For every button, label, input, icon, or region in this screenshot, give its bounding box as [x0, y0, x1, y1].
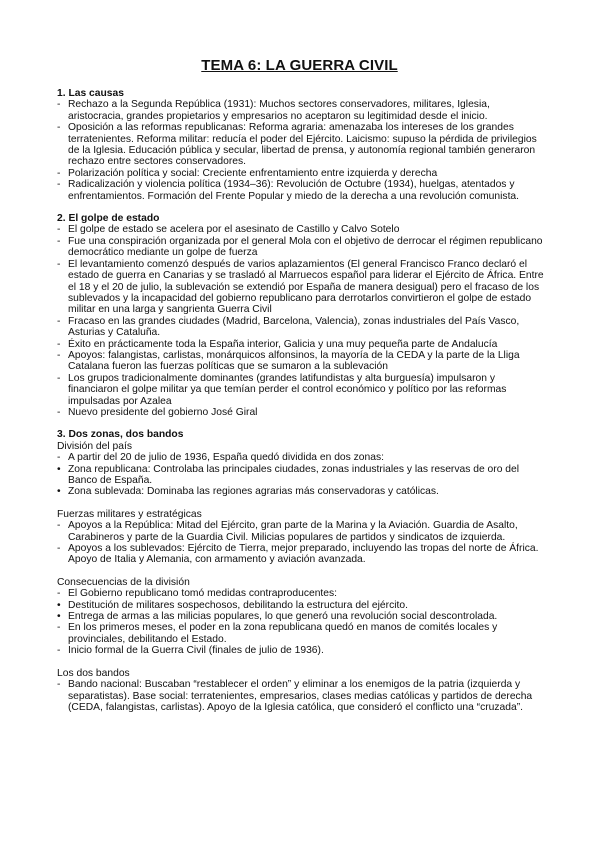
list-item: - A partir del 20 de julio de 1936, España quedó dividida en dos zonas:: [57, 452, 385, 464]
section-heading-golpe: 2. El golpe de estado: [57, 213, 160, 225]
subheading-fuerzas: Fuerzas militares y estratégicas: [57, 508, 202, 520]
section-heading-causas: 1. Las causas: [57, 88, 124, 99]
document-title: TEMA 6: LA GUERRA CIVIL: [201, 57, 398, 74]
list-item: - Rechazo a la Segunda República (1931): Muchos sectores conservadores, militares, Iglesia, aristocracia, grandes propietarios y empresarios no aceptaron su legitimidad desde el inicio.: [57, 99, 490, 122]
list-item: • Zona republicana: Controlaba las principales ciudades, zonas industriales y las reservas de oro del Banco de España.: [57, 463, 520, 486]
list-item: - Apoyos a la República: Mitad del Ejército, gran parte de la Marina y la Aviación. Guardia de Asalto, Carabineros y parte de la Guardia Civil. Milicias populares de partidos y sindicatos de izquierda.: [57, 520, 518, 543]
list-item: - El golpe de estado se acelera por el asesinato de Castillo y Calvo Sotelo: [57, 224, 400, 236]
list-item: • Entrega de armas a las milicias populares, lo que generó una revolución social descontrolada.: [57, 611, 498, 623]
subheading-consecuencias: Consecuencias de la división: [57, 576, 190, 588]
list-item: - Fue una conspiración organizada por el general Mola con el objetivo de derrocar el régimen republicano democrático mediante un golpe de fuerza: [57, 235, 543, 259]
list-item: • Destitución de militares sospechosos, debilitando la estructura del ejército.: [57, 599, 408, 611]
list-item: - Apoyos: falangistas, carlistas, monárquicos alfonsinos, la mayoría de la CEDA y la parte de la Lliga Catalana fueron las fuerzas políticas que se sumaron a la sublevación: [57, 349, 520, 373]
subheading-division: División del país: [57, 440, 132, 452]
document-body: [57, 88, 547, 713]
section-heading-dos-zonas: 3. Dos zonas, dos bandos: [57, 429, 184, 441]
list-item: • Zona sublevada: Dominaba las regiones agrarias más conservadoras y católicas.: [57, 486, 439, 498]
list-item: - Nuevo presidente del gobierno José Giral: [57, 406, 258, 418]
subheading-bandos: Los dos bandos: [57, 667, 130, 679]
list-item: - Radicalización y violencia política (1934–36): Revolución de Octubre (1934), huelgas, atentados y enfrentamientos. Formación del Frente Popular y miedo de la derecha a una revolución comunista.: [57, 179, 520, 202]
list-item: - Apoyos a los sublevados: Ejército de Tierra, mejor preparado, incluyendo las tropas del norte de África. Apoyo de Italia y Alemania, con armamento y aviación avanzada.: [57, 543, 539, 566]
list-item: - El levantamiento comenzó después de varios aplazamientos (El general Francisco Franco declaró el estado de guerra en Canarias y se trasladó al Marruecos español para liderar el Ejército de África. Entre el 18 y el 20 de julio, la sublevación se extendió por España de manera desigual) pero el fracaso de los sublevados y la incapacidad del gobierno republicano para derrotarlos convirtieron el golpe de estado militar en una larga y sangrienta Guerra Civil: [57, 258, 544, 316]
list-item: - Los grupos tradicionalmente dominantes (grandes latifundistas y alta burguesía) impulsaron y financiaron el golpe militar ya que temían perder el control económico y político por las reformas impulsadas por Azalea: [57, 372, 507, 407]
list-item: - El Gobierno republicano tomó medidas contraproducentes:: [57, 588, 338, 600]
list-item: - Bando nacional: Buscaban “restablecer el orden” y eliminar a los enemigos de la patria (izquierda y separatistas). Base social: terratenientes, empresarios, clases medias católicas y partidos de derecha (CEDA, falangistas, carlistas). Apoyo de la Iglesia católica, que consideró el conflicto una “cruzada”.: [57, 679, 533, 713]
list-item: - Éxito en prácticamente toda la España interior, Galicia y una muy pequeña parte de Andalucía: [57, 338, 498, 350]
list-item: - Fracaso en las grandes ciudades (Madrid, Barcelona, Valencia), zonas industriales del País Vasco, Asturias y Cataluña.: [57, 315, 520, 339]
list-item: - Oposición a las reformas republicanas: Reforma agraria: amenazaba los intereses de los grandes terratenientes. Reforma militar: reducía el poder del Ejército. Laicismo: supuso la pérdida de privilegios de la Iglesia. Educación pública y secular, libertad de prensa, y autonomía regional también generaron rechazo entre sectores conservadores.: [57, 122, 537, 168]
list-item: - En los primeros meses, el poder en la zona republicana quedó en manos de comités locales y provinciales, debilitando el Estado.: [57, 622, 498, 645]
list-item: - Inicio formal de la Guerra Civil (finales de julio de 1936).: [57, 645, 324, 657]
list-item: - Polarización política y social: Creciente enfrentamiento entre izquierda y derecha: [57, 167, 438, 179]
